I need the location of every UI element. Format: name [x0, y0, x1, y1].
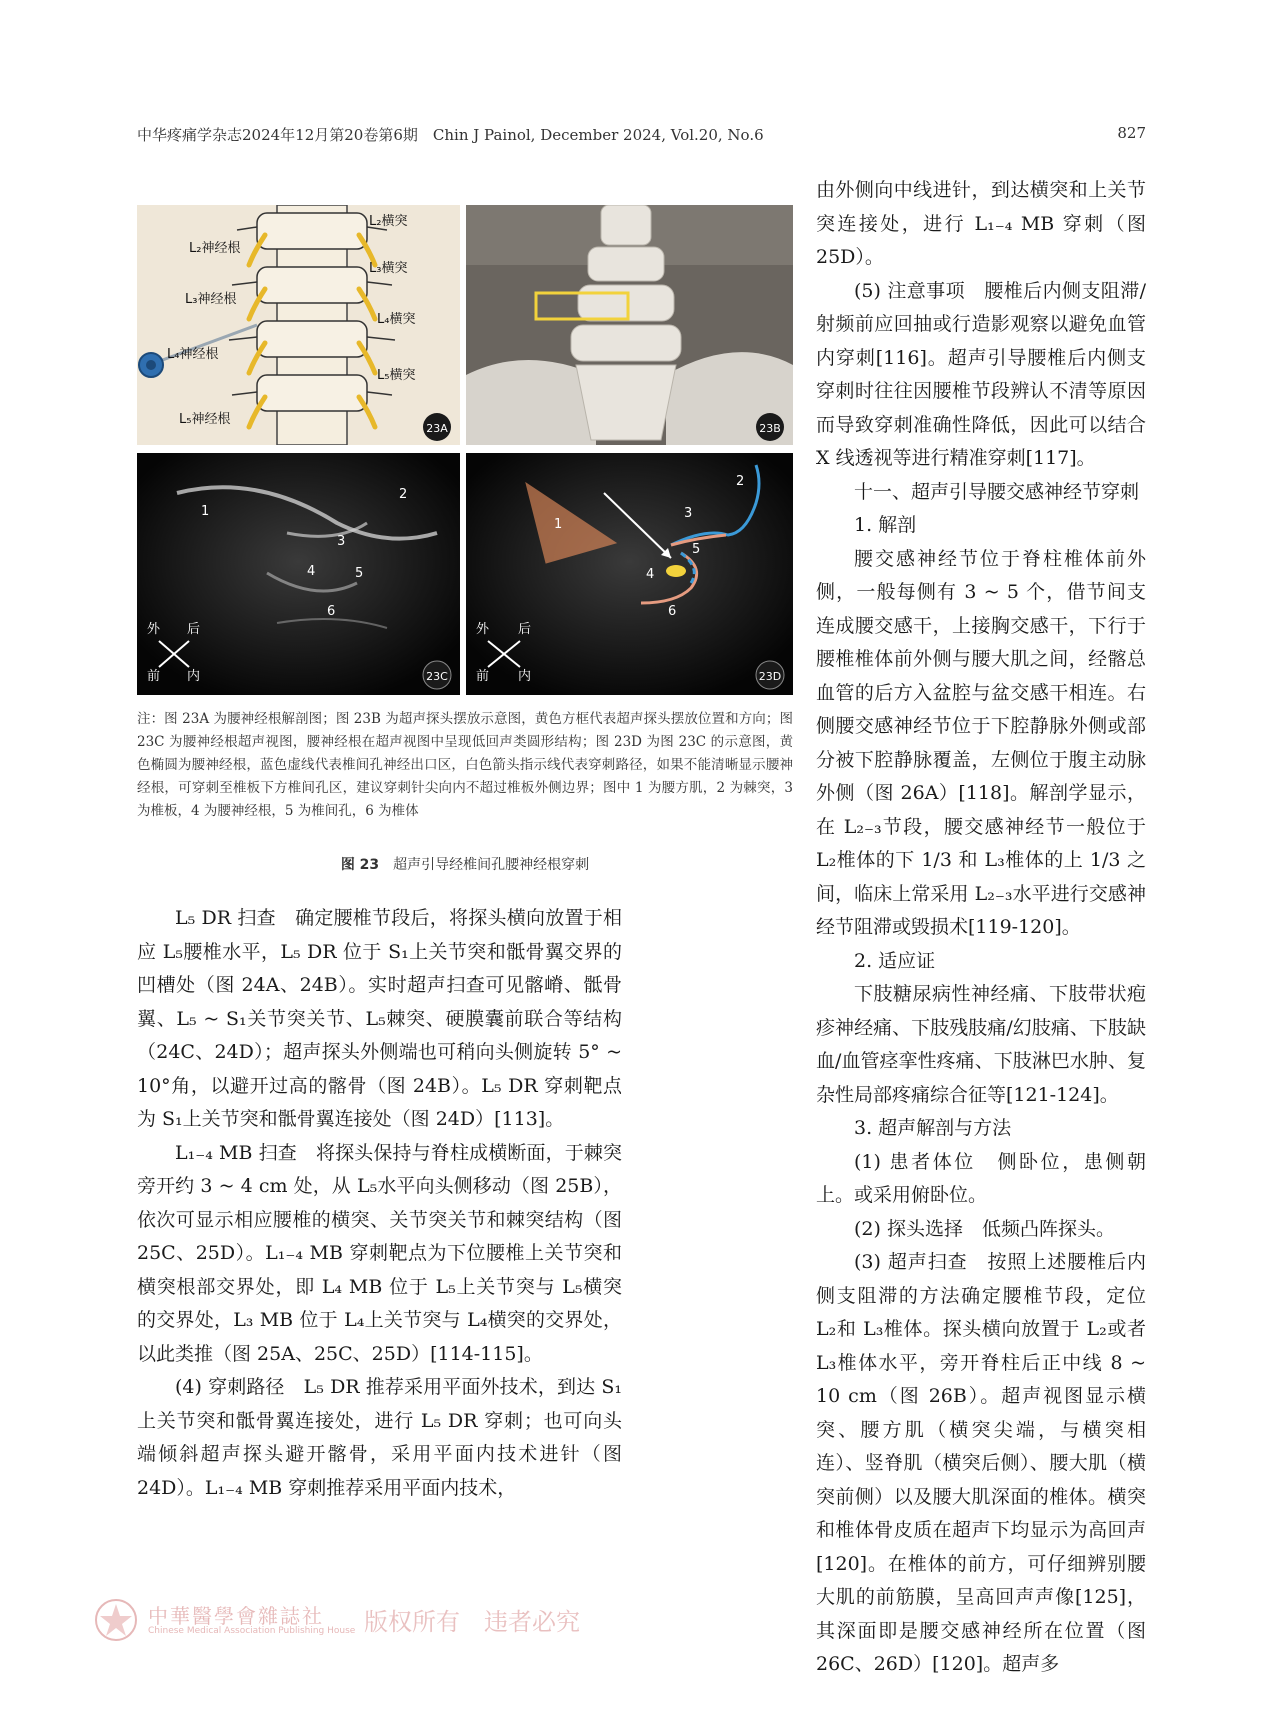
- paragraph-l1-4-mb-scan: L₁₋₄ MB 扫查 将探头保持与脊柱成横断面，于棘突旁开约 3 ~ 4 cm 处，从 L₅水平向头侧移动（图 25B），依次可显示相应腰椎的横突、关节突关节和棘突结构（图 25C、25D）。L₁₋₄ MB 穿刺靶点为下位腰椎上关节突和横突根部交界处，即 L₄ MB 位于 L₅上关节突与 L₅横突的交界处，L₃ MB 位于 L₄上关节突与 L₄横突的交界处，以此类推（图 25A、25C、25D）[114-115]。: [137, 1141, 622, 1365]
- us-d-label-5: 5: [692, 542, 701, 557]
- nerve-root-ellipse: [666, 565, 686, 577]
- publisher-logo-icon: [94, 1598, 138, 1642]
- publisher-name: 中華醫學會雜誌社: [148, 1604, 324, 1628]
- orient-d-posterior: 后: [518, 622, 532, 637]
- label-l4-transverse: L₄横突: [377, 312, 416, 327]
- us-label-6: 6: [327, 604, 336, 619]
- publisher-footer: [94, 1598, 594, 1648]
- us-label-2: 2: [399, 487, 408, 502]
- paragraph-probe-selection: (2) 探头选择 低频凸阵探头。: [854, 1217, 1115, 1240]
- paragraph-anatomy: 腰交感神经节位于脊柱椎体前外侧，一般每侧有 3 ~ 5 个，借节间支连成腰交感干，上接胸交感干，下行于腰椎椎体前外侧与腰大肌之间，经髂总血管的后方入盆腔与盆交感干相连。右侧腰交感神经节位于下腔静脉外侧或部分被下腔静脉覆盖，左侧位于腹主动脉外侧（图 26A）[118]。解剖学显示，在 L₂₋₃节段，腰交感神经节一般位于 L₂椎体的下 1/3 和 L₃椎体的上 1/3 之间，临床上常采用 L₂₋₃水平进行交感神经节阻滞或毁损术[119-120]。: [816, 547, 1146, 938]
- figure-caption-number: 图 23: [340, 857, 380, 873]
- panel-tag-23c: 23C: [426, 670, 448, 683]
- annotated-ultrasound-image: [466, 453, 793, 695]
- figure-23b-probe-placement: [466, 205, 793, 445]
- panel-tag-23a: 23A: [426, 422, 448, 435]
- figure-23c-ultrasound: [137, 453, 460, 695]
- orient-medial: 内: [187, 669, 201, 684]
- us-label-1: 1: [201, 504, 210, 519]
- panel-tag-23b: 23B: [759, 422, 781, 435]
- subheading-ultrasound-methods: 3. 超声解剖与方法: [854, 1117, 1012, 1139]
- figure-caption: [137, 854, 793, 874]
- label-l2-root: L₂神经根: [189, 241, 241, 256]
- paragraph-puncture-path: (4) 穿刺路径 L₅ DR 推荐采用平面外技术，到达 S₁上关节突和骶骨翼连接处，进行 L₅ DR 穿刺；也可向头端倾斜超声探头避开髂骨，采用平面内技术进针（图 24D）。L₁₋₄ MB 穿刺推荐采用平面内技术，: [137, 1376, 622, 1499]
- figure-caption-text: 超声引导经椎间孔腰神经根穿刺: [393, 857, 590, 873]
- paragraph-precautions: (5) 注意事项 腰椎后内侧支阻滞/射频前应回抽或行造影观察以避免血管内穿刺[116]。超声引导腰椎后内侧支穿刺时往往因腰椎节段辨认不清等原因而导致穿刺准确性降低，因此可以结合 X 线透视等进行精准穿刺[117]。: [816, 279, 1146, 469]
- label-l4-root: L₄神经根: [167, 347, 219, 362]
- ultrasound-image: [137, 453, 460, 695]
- label-l3-transverse: L₃横突: [369, 261, 408, 276]
- figure-23a-anatomy: [137, 205, 460, 445]
- journal-info: 中华疼痛学杂志2024年12月第20卷第6期 Chin J Painol, December 2024, Vol.20, No.6: [137, 126, 764, 144]
- us-d-label-1: 1: [554, 517, 563, 532]
- copyright-slogan: 版权所有 违者必究: [364, 1608, 580, 1636]
- orient-posterior: 后: [187, 622, 201, 637]
- orient-lateral: 外: [147, 622, 161, 637]
- label-l2-transverse: L₂横突: [369, 214, 408, 229]
- us-label-3: 3: [337, 534, 346, 549]
- subheading-anatomy: 1. 解剖: [854, 514, 917, 536]
- running-header: [137, 124, 1146, 148]
- figure-23d-annotated-ultrasound: [466, 453, 793, 695]
- publisher-name-en: Chinese Medical Association Publishing House: [148, 1626, 356, 1636]
- label-l5-transverse: L₅横突: [377, 368, 416, 383]
- panel-tag-23d: 23D: [758, 670, 782, 683]
- label-l5-root: L₅神经根: [179, 412, 231, 427]
- figure-note: 注：图 23A 为腰神经根解剖图；图 23B 为超声探头摆放示意图，黄色方框代表超声探头摆放位置和方向；图 23C 为腰神经根超声视图，腰神经根在超声视图中呈现低回声类圆形结构；图 23D 为图 23C 的示意图，黄色椭圆为腰神经根，蓝色虚线代表椎间孔神经出口区，白色箭头指示线代表穿刺路径，如果不能清晰显示腰神经根，可穿刺至椎板下方椎间孔区，建议穿刺针尖向内不超过椎板外侧边界；图中 1 为腰方肌，2 为棘突，3 为椎板，4 为腰神经根，5 为椎间孔，6 为椎体: [137, 711, 793, 819]
- lumbar-anatomy-drawing: [137, 205, 460, 445]
- paragraph-indications: 下肢糖尿病性神经痛、下肢带状疱疹神经痛、下肢残肢痛/幻肢痛、下肢缺血/血管痉挛性疼痛、下肢淋巴水肿、复杂性局部疼痛综合征等[121-124]。: [816, 983, 1146, 1106]
- us-d-label-3: 3: [684, 506, 693, 521]
- us-d-label-2: 2: [736, 474, 745, 489]
- us-d-label-4: 4: [646, 567, 655, 582]
- us-label-4: 4: [307, 564, 316, 579]
- label-l3-root: L₃神经根: [185, 292, 237, 307]
- paragraph-l5-dr-scan: L₅ DR 扫查 确定腰椎节段后，将探头横向放置于相应 L₅腰椎水平，L₅ DR 位于 S₁上关节突和骶骨翼交界的凹槽处（图 24A、24B）。实时超声扫查可见髂嵴、骶骨翼、L₅ ~ S₁关节突关节、L₅棘突、硬膜囊前联合等结构（24C、24D）；超声探头外侧端也可稍向头侧旋转 5° ~ 10°角，以避开过高的髂骨（图 24B）。L₅ DR 穿刺靶点为 S₁上关节突和骶骨翼连接处（图 24D）[113]。: [137, 907, 622, 1130]
- us-d-label-6: 6: [668, 604, 677, 619]
- orient-anterior: 前: [147, 669, 161, 684]
- section-heading-11: 十一、超声引导腰交感神经节穿刺: [854, 480, 1140, 503]
- orient-d-anterior: 前: [476, 669, 490, 684]
- paragraph-patient-position: (1) 患者体位 侧卧位，患侧朝上。或采用俯卧位。: [816, 1150, 1146, 1206]
- right-text-column: [816, 174, 1146, 1682]
- paragraph-continuation: 由外侧向中线进针，到达横突和上关节突连接处，进行 L₁₋₄ MB 穿刺（图 25D）。: [816, 179, 1146, 268]
- orient-d-medial: 内: [518, 669, 532, 684]
- spine-model-photo: [466, 205, 793, 445]
- left-text-column: [137, 902, 622, 1505]
- page-number: 827: [1117, 124, 1146, 142]
- orient-d-lateral: 外: [476, 622, 490, 637]
- us-label-5: 5: [355, 566, 364, 581]
- subheading-indications: 2. 适应证: [854, 949, 936, 972]
- paragraph-ultrasound-scan: (3) 超声扫查 按照上述腰椎后内侧支阻滞的方法确定腰椎节段，定位 L₂和 L₃椎体。探头横向放置于 L₂或者 L₃椎体水平，旁开脊柱后正中线 8 ~ 10 cm（图 26B）。超声视图显示横突、腰方肌（横突尖端，与横突相连）、竖脊肌（横突后侧）、腰大肌（横突前侧）以及腰大肌深面的椎体。横突和椎体骨皮质在超声下均显示为高回声[120]。在椎体的前方，可仔细辨别腰大肌的前筋膜，呈高回声声像[125]，其深面即是腰交感神经所在位置（图 26C、26D）[120]。超声多: [816, 1251, 1146, 1675]
